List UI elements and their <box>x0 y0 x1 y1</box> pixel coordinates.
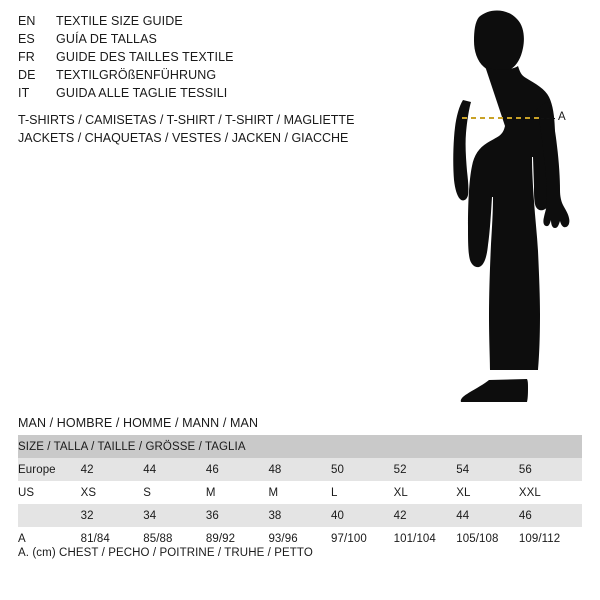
cell: 44 <box>456 504 519 527</box>
cell: 46 <box>206 458 269 481</box>
cell: 89/92 <box>206 527 269 550</box>
row-label <box>18 504 81 527</box>
cell: 34 <box>143 504 206 527</box>
chest-marker-label: A <box>558 111 566 123</box>
language-row <box>18 50 398 68</box>
cell: 97/100 <box>331 527 394 550</box>
cell: 42 <box>394 504 457 527</box>
cell: 38 <box>268 504 331 527</box>
language-row <box>18 68 398 86</box>
cell: 46 <box>519 504 582 527</box>
language-title: TEXTILGRÖßENFÜHRUNG <box>56 68 217 82</box>
marker-dash-line <box>541 118 555 119</box>
language-row <box>18 14 398 32</box>
cell: 40 <box>331 504 394 527</box>
cell: 105/108 <box>456 527 519 550</box>
language-code: EN <box>18 14 36 28</box>
language-code: IT <box>18 86 30 100</box>
table-header-row <box>18 435 582 458</box>
size-table <box>18 435 582 550</box>
size-table-section <box>18 416 582 550</box>
language-title: GUIDE DES TAILLES TEXTILE <box>56 50 234 64</box>
cell: M <box>268 481 331 504</box>
row-label: US <box>18 481 81 504</box>
cell: 52 <box>394 458 457 481</box>
language-title: TEXTILE SIZE GUIDE <box>56 14 183 28</box>
cell: 56 <box>519 458 582 481</box>
table-header-label: SIZE / TALLA / TAILLE / GRÖSSE / TAGLIA <box>18 435 582 458</box>
language-row <box>18 32 398 50</box>
cell: S <box>143 481 206 504</box>
garment-line-jackets: JACKETS / CHAQUETAS / VESTES / JACKEN / GIACCHE <box>18 131 349 145</box>
cell: XXL <box>519 481 582 504</box>
language-code: FR <box>18 50 35 64</box>
cell: 85/88 <box>143 527 206 550</box>
row-label: A <box>18 527 81 550</box>
row-label: Europe <box>18 458 81 481</box>
language-title: GUIDA ALLE TAGLIE TESSILI <box>56 86 228 100</box>
garment-category-block <box>18 111 438 147</box>
cell: 36 <box>206 504 269 527</box>
cell: L <box>331 481 394 504</box>
cell: XS <box>81 481 144 504</box>
cell: 42 <box>81 458 144 481</box>
cell: 81/84 <box>81 527 144 550</box>
language-code: ES <box>18 32 35 46</box>
table-row <box>18 458 582 481</box>
language-title: GUÍA DE TALLAS <box>56 32 157 46</box>
cell: 54 <box>456 458 519 481</box>
table-row <box>18 481 582 504</box>
language-code: DE <box>18 68 36 82</box>
cell: 44 <box>143 458 206 481</box>
table-title: MAN / HOMBRE / HOMME / MANN / MAN <box>18 416 259 430</box>
cell: 50 <box>331 458 394 481</box>
cell: 101/104 <box>394 527 457 550</box>
cell: XL <box>456 481 519 504</box>
male-silhouette-icon <box>395 8 600 408</box>
cell: 32 <box>81 504 144 527</box>
table-row <box>18 504 582 527</box>
cell: 93/96 <box>268 527 331 550</box>
cell: 109/112 <box>519 527 582 550</box>
figure-area <box>395 8 600 408</box>
language-row <box>18 86 398 104</box>
footnote: A. (cm) CHEST / PECHO / POITRINE / TRUHE / PETTO <box>18 547 313 559</box>
garment-line-tshirts: T-SHIRTS / CAMISETAS / T-SHIRT / T-SHIRT / MAGLIETTE <box>18 113 355 127</box>
language-header-block <box>18 14 398 104</box>
cell: 48 <box>268 458 331 481</box>
cell: XL <box>394 481 457 504</box>
cell: M <box>206 481 269 504</box>
